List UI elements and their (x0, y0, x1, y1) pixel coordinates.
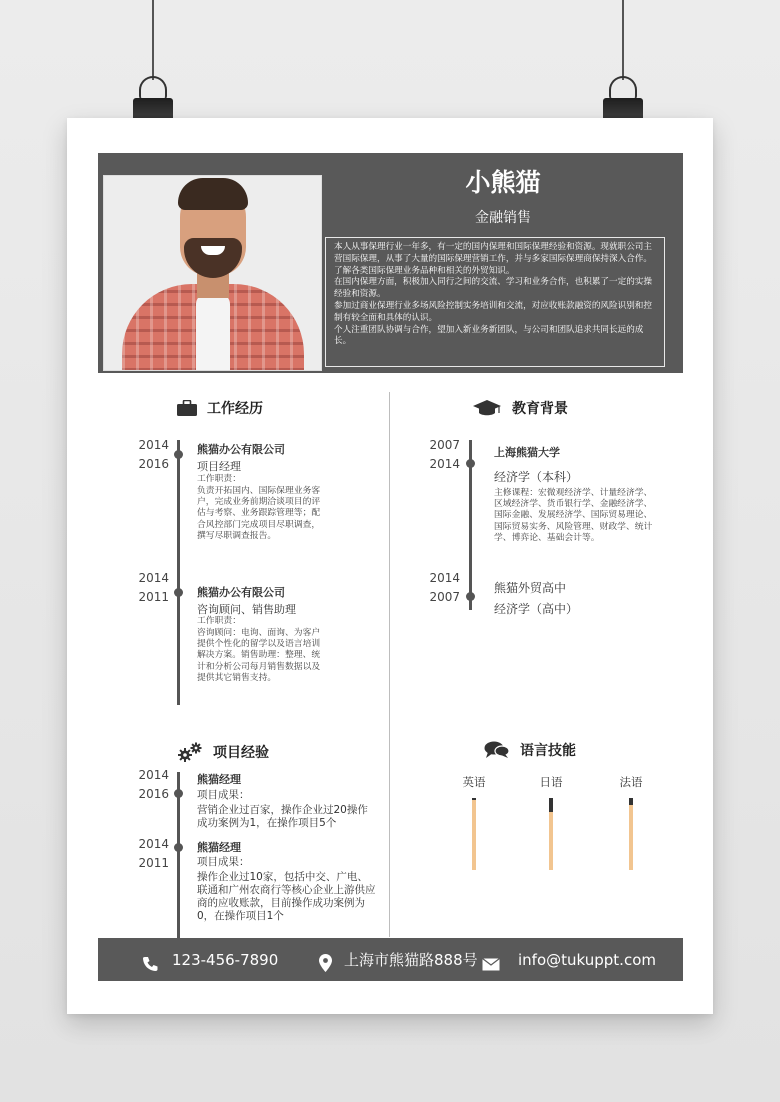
work-company: 熊猫办公有限公司 (197, 586, 285, 599)
work-year-start: 2014 (138, 438, 169, 452)
summary-line: 了解各类国际保理业务品种和相关的外贸知识。 (334, 265, 515, 276)
binder-clip-right (603, 0, 643, 135)
gears-icon (177, 742, 203, 762)
project-year-start: 2014 (138, 768, 169, 782)
contact-address: 上海市熊猫路888号 (319, 938, 478, 981)
work-year-end: 2011 (138, 590, 169, 604)
edu-year-start: 2014 (429, 571, 460, 585)
language-label: 英语 (462, 775, 486, 789)
project-result: 营销企业过百家，操作企业过20操作成功案例为1，在操作项目5个 (197, 804, 368, 829)
work-year-end: 2016 (138, 457, 169, 471)
profile-photo (103, 175, 322, 371)
work-company: 熊猫办公有限公司 (197, 443, 285, 456)
speech-bubbles-icon (484, 741, 510, 759)
project-role: 熊猫经理 (197, 773, 241, 786)
candidate-role: 金融销售 (475, 210, 531, 226)
self-summary (325, 237, 665, 367)
column-divider (389, 392, 390, 937)
timeline-dot (466, 592, 475, 601)
work-position: 项目经理 (197, 460, 241, 473)
work-position: 咨询顾问、销售助理 (197, 603, 296, 616)
edu-year-end: 2007 (429, 590, 460, 604)
language-level-marker (549, 798, 553, 812)
location-pin-icon (319, 954, 332, 972)
resume-sheet (67, 118, 713, 1014)
project-year-end: 2016 (138, 787, 169, 801)
education-section-title: 教育背景 (472, 398, 568, 418)
language-label: 日语 (539, 775, 563, 789)
work-duties: 负责开拓国内、国际保理业务客户，完成业务前期洽谈项目的评估与考察、业务跟踪管理等；配合风控部门完成项目尽职调查，撰写尽职调查报告。 (197, 486, 321, 541)
edu-year-start: 2007 (429, 438, 460, 452)
summary-line: 在国内保理方面，积极加入同行之间的交流、学习和业务合作，也积累了一定的实操经验和资源。 (334, 277, 652, 300)
phone-icon (142, 956, 158, 972)
edu-year-end: 2014 (429, 457, 460, 471)
project-role: 熊猫经理 (197, 841, 241, 854)
edu-degree: 经济学（本科） (494, 470, 579, 484)
work-duties: 咨询顾问：电询、面询、为客户提供个性化的留学以及语言培训解决方案。销售助理：整理、统计和分析公司每月销售数据以及提供其它销售支持。 (197, 628, 321, 683)
summary-line: 本人从事保理行业一年多，有一定的国内保理和国际保理经验和资源。现就职公司主营国际保理，从事了大量的国际保理营销工作，并与多家国际保理商保持深入合作。 (334, 242, 652, 264)
graduation-cap-icon (472, 399, 502, 417)
project-result-label: 项目成果： (197, 856, 250, 868)
timeline-dot (174, 588, 183, 597)
project-year-start: 2014 (138, 837, 169, 851)
work-timeline-line (177, 440, 180, 705)
project-year-end: 2011 (138, 856, 169, 870)
briefcase-icon (177, 400, 197, 416)
work-duty-label: 工作职责： (197, 474, 241, 484)
language-level-bar (629, 798, 633, 870)
timeline-dot (174, 789, 183, 798)
language-level-marker (472, 798, 476, 800)
timeline-dot (174, 843, 183, 852)
languages-section-title: 语言技能 (484, 740, 576, 760)
contact-phone: 123-456-7890 (142, 938, 278, 981)
work-year-start: 2014 (138, 571, 169, 585)
language-label: 法语 (619, 775, 643, 789)
timeline-dot (174, 450, 183, 459)
projects-section-title: 项目经验 (177, 742, 269, 762)
language-level-marker (629, 798, 633, 805)
edu-degree: 经济学（高中） (494, 602, 579, 616)
project-result: 操作企业过10家，包括中交、广电、联通和广州农商行等核心企业上游供应商的应收账款，目前操作成功案例为0，在操作项目1个 (197, 871, 376, 922)
work-duty-label: 工作职责： (197, 616, 241, 626)
edu-courses: 主修课程：宏微观经济学、计量经济学、区域经济学、货币银行学、金融经济学、国际金融、发展经济学、国际贸易理论、国际贸易实务、风险管理、财政学、统计学、博弈论、基础会计等。 (494, 488, 653, 543)
language-level-bar (549, 798, 553, 870)
work-section-title: 工作经历 (177, 398, 263, 418)
summary-line: 个人注重团队协调与合作，望加入新业务新团队，与公司和团队追求共同长远的成长。 (334, 324, 644, 347)
resume-header (98, 153, 683, 373)
edu-school: 熊猫外贸高中 (494, 581, 567, 595)
binder-clip-left (133, 0, 173, 135)
timeline-dot (466, 459, 475, 468)
contact-email: info@tukuppt.com (482, 938, 656, 981)
language-level-bar (472, 798, 476, 870)
candidate-name: 小熊猫 (465, 168, 541, 197)
summary-line: 参加过商业保理行业多场风险控制实务培训和交流，对应收账款融资的风险识别和控制有较全面和具体的认识。 (334, 300, 652, 323)
project-result-label: 项目成果： (197, 789, 250, 801)
contact-footer (98, 938, 683, 981)
edu-school: 上海熊猫大学 (494, 446, 560, 459)
envelope-icon (482, 958, 500, 971)
